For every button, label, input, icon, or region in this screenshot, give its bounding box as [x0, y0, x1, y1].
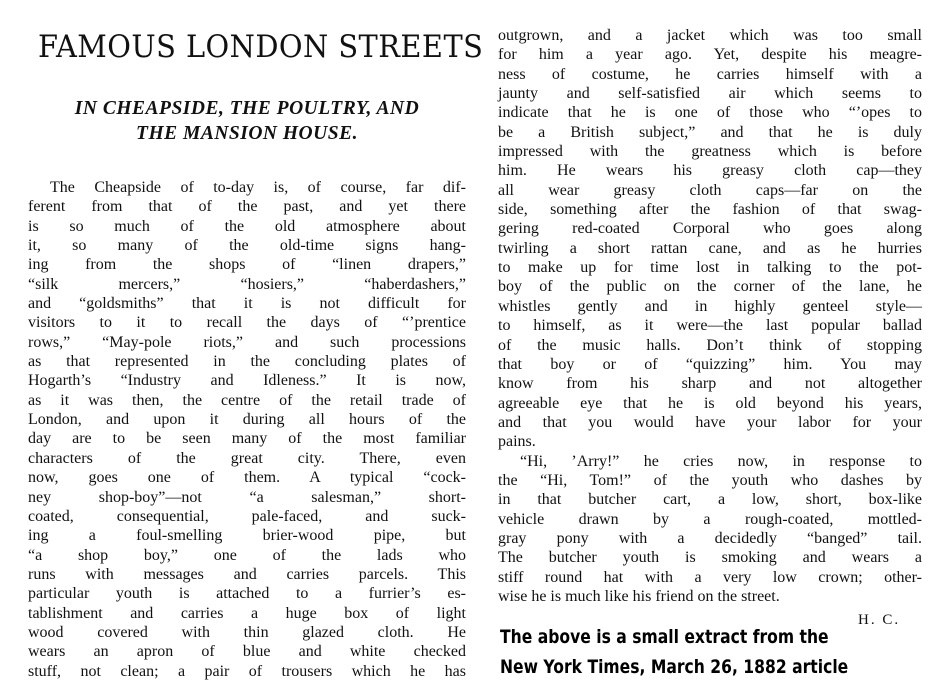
text-line: gering red-coated Corporal who goes along [498, 220, 922, 238]
text-line: ness of costume, he carries himself with a [498, 65, 922, 83]
text-line: is so much of the old atmosphere about [28, 217, 466, 235]
text-line: agreeable eye that he is old beyond his years, [498, 394, 922, 412]
text-line: wears an apron of blue and white checked [28, 643, 466, 661]
text-line: ing a foul-smelling brier-wood pipe, but [28, 527, 466, 545]
subhead-line: THE MANSION HOUSE. [136, 123, 358, 144]
text-line: “silk mercers,” “hosiers,” “haberdashers,” [28, 275, 466, 293]
text-line: boy of the public on the corner of the lane, he [498, 278, 922, 296]
text-line: to make up for time lost in talking to the pot- [498, 259, 922, 277]
text-line: stiff round hat with a very low crown; other- [498, 568, 922, 586]
text-line: ferent from that of the past, and yet there [28, 198, 466, 216]
text-line: pains. [498, 433, 536, 451]
text-line: and that you would have your labor for your [498, 413, 922, 431]
text-line: visitors to it to recall the days of “’prentice [28, 314, 466, 332]
text-line: it, so many of the old-time signs hang- [28, 237, 466, 255]
text-line: and “goldsmiths” that it is not difficult for [28, 295, 466, 313]
text-line: stuff, not clean; a pair of trousers which he has [28, 662, 466, 680]
source-caption-line: New York Times, March 26, 1882 article [500, 656, 849, 678]
left-column [28, 0, 484, 681]
text-line: Hogarth’s “Industry and Idleness.” It is now, [28, 372, 466, 390]
text-line: wood covered with thin glazed cloth. He [28, 623, 466, 641]
text-line: all wear greasy cloth caps—far on the [498, 181, 922, 199]
left-column-text [28, 178, 466, 681]
text-line: outgrown, and a jacket which was too small [498, 27, 922, 44]
text-line: in that butcher cart, a low, short, box-like [498, 491, 922, 509]
article-subhead [28, 96, 466, 146]
text-line: know from his sharp and not altogether [498, 375, 922, 393]
text-line: The Cheapside of to-day is, of course, far dif- [50, 179, 466, 196]
text-line: the “Hi, Tom!” of the youth who dashes by [498, 471, 922, 489]
source-caption-line: The above is a small extract from the [500, 626, 829, 648]
text-line: indicate that he is one of those who “’opes to [498, 104, 922, 122]
text-line: for him a year ago. Yet, despite his meagre- [498, 46, 922, 64]
subhead-line: IN CHEAPSIDE, THE POULTRY, AND [74, 98, 420, 119]
text-line: tablishment and carries a huge box of light [28, 604, 466, 622]
text-line: wise he is much like his friend on the street. [498, 587, 780, 605]
article-signature: H. C. [858, 612, 901, 628]
text-line: as it was then, the centre of the retail trade of [28, 391, 466, 409]
text-line: coated, consequential, pale-faced, and suck- [28, 507, 466, 525]
text-line: to himself, as it were—the last popular ballad [498, 317, 922, 335]
text-line: impressed with the greatness which is before [498, 143, 922, 161]
right-column-text [498, 26, 922, 606]
text-line: “Hi, ’Arry!” he cries now, in response to [520, 452, 922, 470]
text-line: London, and upon it during all hours of the [28, 411, 466, 429]
text-line: day are to be seen many of the most familiar [28, 430, 466, 448]
text-line: be a British subject,” and that he is duly [498, 123, 922, 141]
article-headline: FAMOUS LONDON STREETS [38, 29, 484, 65]
text-line: him. He wears his greasy cloth cap—they [498, 162, 922, 180]
source-caption [500, 622, 848, 682]
text-line: that boy or of “quizzing” him. You may [498, 355, 922, 373]
text-line: characters of the great city. There, even [28, 449, 466, 467]
text-line: “a shop boy,” one of the lads who [28, 546, 466, 564]
text-line: gray pony with a decidedly “banged” tail. [498, 529, 922, 547]
right-column [498, 0, 922, 606]
text-line: jaunty and self-satisfied air which seems to [498, 85, 922, 103]
text-line: rows,” “May-pole riots,” and such processions [28, 333, 466, 351]
text-line: twirling a short rattan cane, and as he hurries [498, 239, 922, 257]
text-line: vehicle drawn by a rough-coated, mottled- [498, 510, 922, 528]
text-line: The butcher youth is smoking and wears a [498, 549, 922, 567]
text-line: of the music halls. Don’t think of stopping [498, 336, 922, 354]
text-line: side, something after the fashion of that swag- [498, 201, 922, 219]
text-line: now, goes one of them. A typical “cock- [28, 469, 466, 487]
text-line: as that represented in the concluding plates of [28, 353, 466, 371]
text-line: whistles gently and in highly genteel style— [498, 297, 922, 315]
text-line: ing from the shops of “linen drapers,” [28, 256, 466, 274]
text-line: runs with messages and carries parcels. This [28, 565, 466, 583]
text-line: ney shop-boy”—not “a salesman,” short- [28, 488, 466, 506]
text-line: particular youth is attached to a furrier’s es- [28, 585, 466, 603]
